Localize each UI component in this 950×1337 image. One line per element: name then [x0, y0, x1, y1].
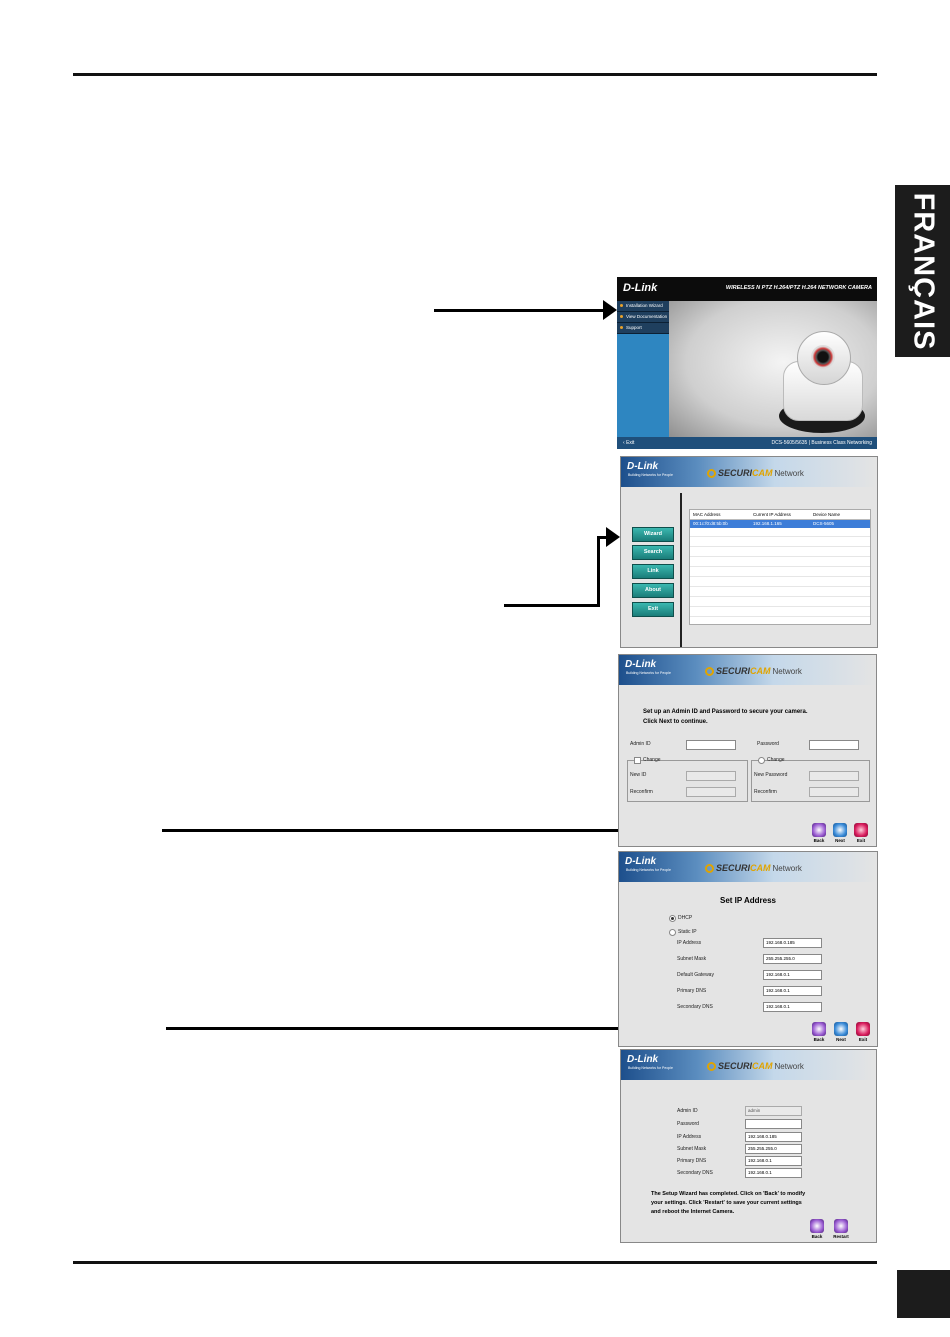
summary-ip-label: IP Address — [677, 1134, 702, 1140]
completion-line2: your settings. Click 'Restart' to save your current settings — [651, 1200, 802, 1206]
reconfirm-password-label: Reconfirm — [754, 789, 777, 795]
change-password-checkbox[interactable] — [758, 757, 765, 764]
summary-screenshot — [620, 1049, 877, 1243]
securicam-brand — [705, 666, 802, 676]
ip-screenshot — [618, 851, 878, 1047]
camera-lens — [811, 345, 835, 369]
securicam-brand — [705, 863, 802, 873]
restart-button[interactable] — [833, 1219, 849, 1239]
brand-part1: SECURI — [718, 468, 753, 478]
model-text: DCS-5605/5635 | Business Class Networking — [771, 440, 872, 446]
language-tab-label: FRANÇAIS — [907, 192, 939, 350]
securicam-ring-icon — [707, 469, 716, 478]
brand-part3: Network — [772, 864, 802, 873]
subnet-mask-input[interactable]: 255.255.255.0 — [763, 954, 822, 964]
restart-label: Restart — [833, 1234, 849, 1239]
installer-exit-label: Exit — [626, 440, 635, 446]
exit-label: Exit — [858, 1037, 868, 1042]
next-icon — [834, 1022, 848, 1036]
arrow-installation-wizard — [434, 309, 604, 312]
secondary-dns-label: Secondary DNS — [677, 1004, 713, 1010]
brand-part3: Network — [772, 667, 802, 676]
dlink-logo: D-Link — [625, 659, 657, 670]
admin-message-line1: Set up an Admin ID and Password to secure your camera. — [643, 709, 808, 715]
installer-screenshot — [617, 277, 877, 449]
static-ip-label: Static IP — [678, 929, 697, 935]
reconfirm-id-input[interactable] — [686, 787, 736, 797]
search-button[interactable]: Search — [632, 545, 674, 560]
dlink-logo: D-Link — [627, 461, 659, 472]
divider — [680, 493, 682, 647]
summary-password-value — [745, 1119, 802, 1129]
summary-primary-dns-label: Primary DNS — [677, 1158, 707, 1164]
summary-admin-id-value: admin — [745, 1106, 802, 1116]
securicam-header — [619, 655, 876, 685]
summary-secondary-dns-value: 192.168.0.1 — [745, 1168, 802, 1178]
product-title: WIRELESS N PTZ H.264/PTZ H.264 NETWORK CAMERA — [725, 285, 872, 291]
admin-id-label: Admin ID — [630, 741, 651, 747]
cell-ip: 192.168.1.165 — [753, 521, 782, 526]
back-icon — [810, 1219, 824, 1233]
brand-part1: SECURI — [718, 1061, 753, 1071]
language-tab — [895, 185, 950, 357]
back-button[interactable] — [811, 823, 827, 843]
top-rule — [73, 73, 877, 76]
new-password-label: New Password — [754, 772, 788, 778]
exit-icon — [856, 1022, 870, 1036]
restart-icon — [834, 1219, 848, 1233]
link-button[interactable]: Link — [632, 564, 674, 579]
dlink-tagline: Building Networks for People — [628, 1066, 673, 1070]
back-label: Back — [811, 1234, 823, 1239]
change-id-label: Change — [643, 757, 661, 763]
dlink-tagline: Building Networks for People — [628, 473, 673, 477]
primary-dns-label: Primary DNS — [677, 988, 707, 994]
dhcp-radio[interactable] — [669, 915, 676, 922]
exit-button[interactable] — [853, 823, 869, 843]
new-id-label: New ID — [630, 772, 647, 778]
next-label: Next — [835, 838, 845, 843]
about-button[interactable]: About — [632, 583, 674, 598]
securicam-brand — [707, 1061, 804, 1071]
column-ip: Current IP Address — [753, 512, 791, 517]
back-button[interactable] — [809, 1219, 825, 1239]
dlink-logo: D-Link — [623, 282, 658, 294]
arrow-head — [606, 527, 620, 547]
brand-part3: Network — [774, 469, 804, 478]
securicam-ring-icon — [705, 864, 714, 873]
admin-id-input[interactable] — [686, 740, 736, 750]
summary-primary-dns-value: 192.168.0.1 — [745, 1156, 802, 1166]
dlink-logo: D-Link — [627, 1054, 659, 1065]
securicam-header — [619, 852, 877, 882]
completion-line3: and reboot the Internet Camera. — [651, 1209, 735, 1215]
new-id-input[interactable] — [686, 771, 736, 781]
next-button[interactable] — [832, 823, 848, 843]
password-label: Password — [757, 741, 779, 747]
back-label: Back — [813, 1037, 825, 1042]
default-gateway-input[interactable]: 192.168.0.1 — [763, 970, 822, 980]
securicam-header — [621, 457, 877, 487]
table-header — [690, 510, 870, 520]
reconfirm-id-label: Reconfirm — [630, 789, 653, 795]
subnet-mask-label: Subnet Mask — [677, 956, 707, 962]
menu-item-support[interactable]: Support — [617, 323, 669, 334]
brand-part2: CAM — [750, 863, 771, 873]
summary-ip-value: 192.168.0.185 — [745, 1132, 802, 1142]
installer-footer — [617, 437, 877, 449]
arrow-wizard-horizontal — [504, 604, 599, 607]
admin-screenshot — [618, 654, 877, 847]
back-icon — [812, 1022, 826, 1036]
device-table — [689, 509, 871, 625]
admin-message-line2: Click Next to continue. — [643, 719, 708, 725]
installer-menu — [617, 301, 669, 334]
menu-item-installation-wizard[interactable]: Installation Wizard — [617, 301, 669, 312]
arrow-wizard-vertical — [597, 536, 600, 607]
brand-part2: CAM — [752, 1061, 773, 1071]
password-input[interactable] — [809, 740, 859, 750]
search-screenshot — [620, 456, 878, 648]
brand-part2: CAM — [752, 468, 773, 478]
ip-address-input[interactable]: 192.168.0.185 — [763, 938, 822, 948]
back-button[interactable] — [811, 1022, 827, 1042]
reconfirm-password-input[interactable] — [809, 787, 859, 797]
page-number-box — [897, 1270, 950, 1318]
summary-admin-id-label: Admin ID — [677, 1108, 698, 1114]
default-gateway-label: Default Gateway — [677, 972, 714, 978]
dlink-tagline: Building Networks for People — [626, 868, 671, 872]
secondary-dns-input[interactable]: 192.168.0.1 — [763, 1002, 822, 1012]
next-button[interactable] — [833, 1022, 849, 1042]
table-grid — [690, 527, 870, 624]
securicam-ring-icon — [707, 1062, 716, 1071]
wizard-button[interactable]: Wizard — [632, 527, 674, 542]
dlink-tagline: Building Networks for People — [626, 671, 671, 675]
next-icon — [833, 823, 847, 837]
brand-part1: SECURI — [716, 666, 751, 676]
table-row[interactable] — [690, 520, 870, 528]
completion-line1: The Setup Wizard has completed. Click on 'Back' to modify — [651, 1191, 806, 1197]
bottom-rule — [73, 1261, 877, 1264]
brand-part3: Network — [774, 1062, 804, 1071]
installer-header — [617, 277, 877, 301]
summary-password-label: Password — [677, 1121, 699, 1127]
exit-icon — [854, 823, 868, 837]
securicam-ring-icon — [705, 667, 714, 676]
back-icon — [812, 823, 826, 837]
menu-item-view-documentation[interactable]: View Documentation — [617, 312, 669, 323]
exit-label: Exit — [856, 838, 866, 843]
admin-message — [643, 707, 808, 727]
change-password-label: Change — [767, 757, 785, 763]
static-ip-radio[interactable] — [669, 929, 676, 936]
camera-photo — [669, 301, 877, 437]
ip-address-label: IP Address — [677, 940, 702, 946]
new-password-input[interactable] — [809, 771, 859, 781]
completion-message — [651, 1190, 861, 1217]
summary-subnet-label: Subnet Mask — [677, 1146, 707, 1152]
primary-dns-input[interactable]: 192.168.0.1 — [763, 986, 822, 996]
column-mac: MAC Address — [693, 512, 721, 517]
installer-exit-link[interactable]: ‹ Exit — [623, 440, 635, 446]
back-label: Back — [813, 838, 825, 843]
summary-secondary-dns-label: Secondary DNS — [677, 1170, 713, 1176]
cell-mac: 00:1c:f0:d8:5b:0b — [693, 521, 728, 526]
summary-subnet-value: 255.255.255.0 — [745, 1144, 802, 1154]
exit-button[interactable]: Exit — [632, 602, 674, 617]
change-id-checkbox[interactable] — [634, 757, 641, 764]
dlink-logo: D-Link — [625, 856, 657, 867]
securicam-brand — [707, 468, 804, 478]
securicam-header — [621, 1050, 876, 1080]
exit-button[interactable] — [855, 1022, 871, 1042]
dhcp-label: DHCP — [678, 915, 693, 921]
cell-device: DCS-5605 — [813, 521, 835, 526]
next-label: Next — [836, 1037, 846, 1042]
brand-part1: SECURI — [716, 863, 751, 873]
arrow-head — [603, 300, 617, 320]
column-device: Device Name — [813, 512, 841, 517]
ip-title: Set IP Address — [719, 896, 777, 905]
brand-part2: CAM — [750, 666, 771, 676]
